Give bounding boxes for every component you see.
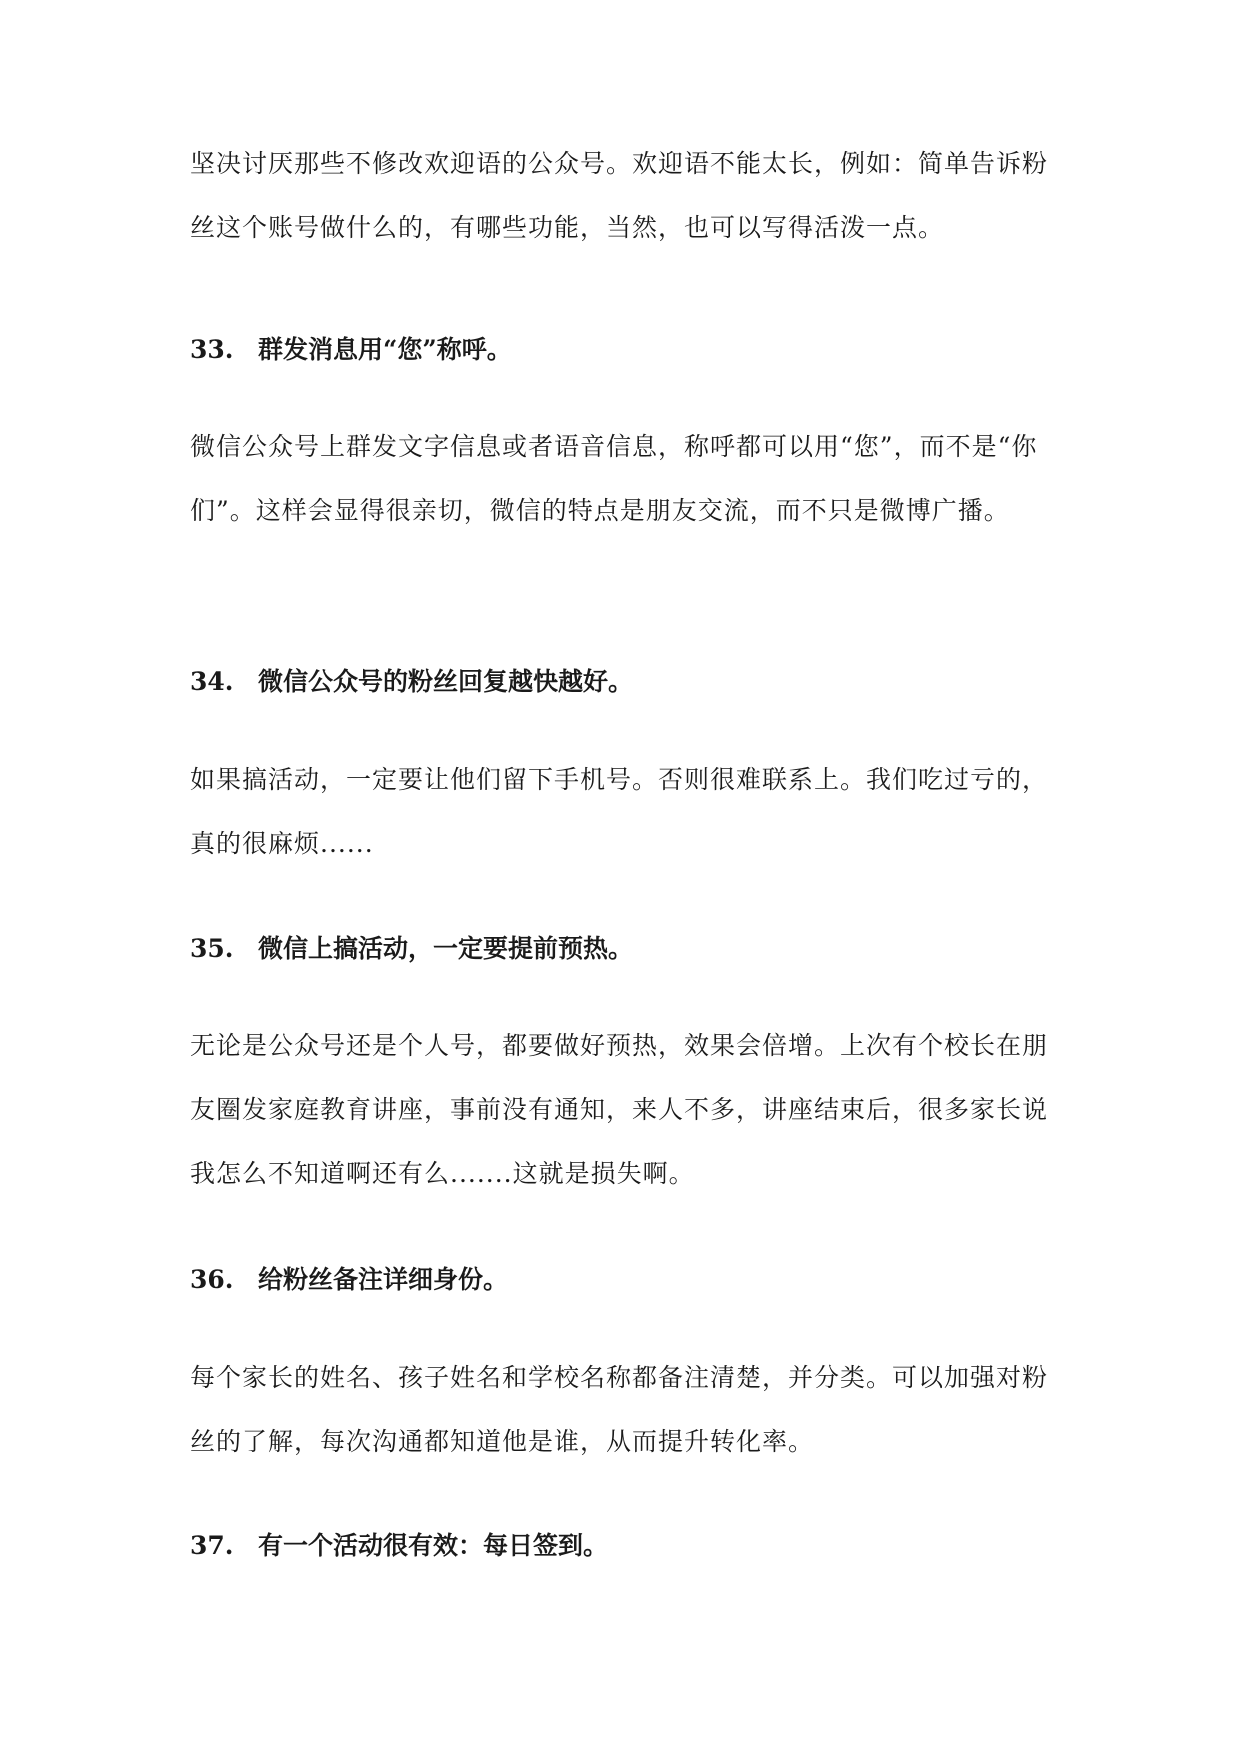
heading-number: 34. [190,667,234,696]
heading-number: 37. [190,1531,234,1560]
body-paragraph: 每个家长的姓名、孩子姓名和学校名称都备注清楚，并分类。可以加强对粉丝的了解，每次沟通都知道他是谁，从而提升转化率。 [190,1363,1049,1456]
heading-number: 36. [190,1265,234,1294]
section-heading-37 [190,1526,1060,1566]
heading-text: 群发消息用“您”称呼。 [258,335,512,364]
heading-text: 给粉丝备注详细身份。 [258,1265,509,1294]
heading-number: 33. [190,335,234,364]
heading-number: 35. [190,934,234,963]
section-heading-36 [190,1260,1060,1300]
heading-text: 微信公众号的粉丝回复越快越好。 [258,667,634,696]
section-heading-34 [190,662,1060,702]
heading-text: 微信上搞活动，一定要提前预热。 [258,934,634,963]
section-heading-35 [190,929,1060,969]
body-paragraph: 如果搞活动，一定要让他们留下手机号。否则很难联系上。我们吃过亏的，真的很麻烦...... [190,765,1049,858]
body-paragraph: 微信公众号上群发文字信息或者语音信息，称呼都可以用“您”，而不是“你们”。这样会显得很亲切，微信的特点是朋友交流，而不只是微博广播。 [190,432,1038,525]
body-paragraph: 无论是公众号还是个人号，都要做好预热，效果会倍增。上次有个校长在朋友圈发家庭教育讲座，事前没有通知，来人不多，讲座结束后，很多家长说我怎么不知道啊还有么.......这就是损失啊。 [190,1031,1049,1188]
heading-text: 有一个活动很有效：每日签到。 [258,1531,609,1560]
section-heading-33 [190,330,1060,370]
body-paragraph: 坚决讨厌那些不修改欢迎语的公众号。欢迎语不能太长，例如：简单告诉粉丝这个账号做什么的，有哪些功能，当然，也可以写得活泼一点。 [190,149,1049,242]
